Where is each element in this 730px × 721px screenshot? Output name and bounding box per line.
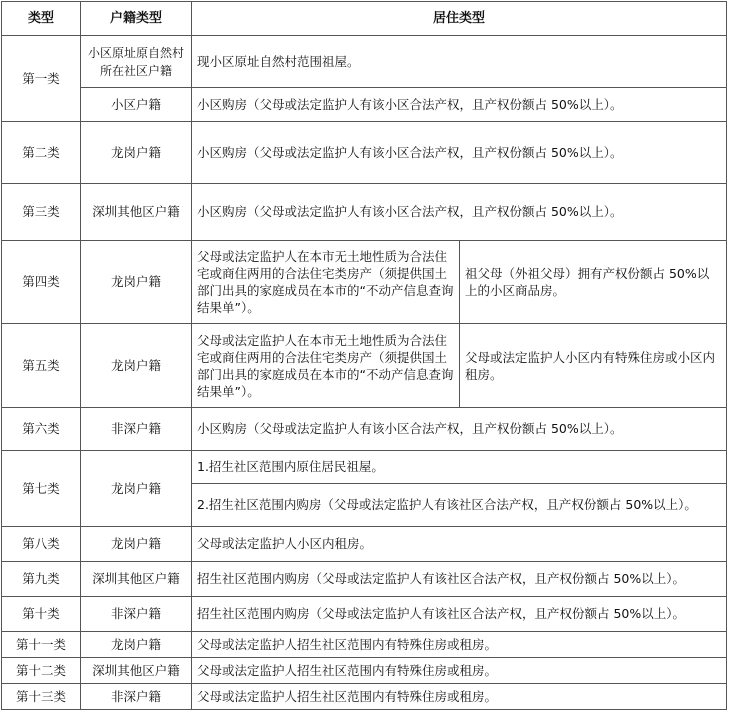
hukou-cell: 龙岗户籍	[81, 324, 192, 408]
type-cell: 第五类	[2, 324, 81, 408]
residence-cell-left: 父母或法定监护人在本市无土地性质为合法住宅或商住两用的合法住宅类房产（须提供国土部门出具的家庭成员在本市的“不动产信息查询结果单”）。	[192, 241, 460, 324]
hukou-cell: 龙岗户籍	[81, 632, 192, 658]
table-row	[2, 184, 727, 241]
table-row	[2, 658, 727, 684]
table-row	[2, 597, 727, 632]
residence-cell: 父母或法定监护人小区内租房。	[192, 527, 727, 562]
table-row	[2, 562, 727, 597]
residence-cell-right: 父母或法定监护人小区内有特殊住房或小区内租房。	[460, 324, 727, 408]
residence-cell: 2.招生社区范围内购房（父母或法定监护人有该社区合法产权，且产权份额占 50%以上）。	[192, 484, 727, 527]
type-cell: 第七类	[2, 451, 81, 527]
table-row	[2, 408, 727, 451]
residence-cell-right: 祖父母（外祖父母）拥有产权份额占 50%以上的小区商品房。	[460, 241, 727, 324]
type-cell: 第十二类	[2, 658, 81, 684]
hukou-cell: 非深户籍	[81, 408, 192, 451]
table-row	[2, 122, 727, 184]
residence-cell: 父母或法定监护人招生社区范围内有特殊住房或租房。	[192, 684, 727, 710]
type-cell: 第十一类	[2, 632, 81, 658]
type-cell: 第四类	[2, 241, 81, 324]
residence-cell: 1.招生社区范围内原住居民祖屋。	[192, 451, 727, 484]
type-cell: 第六类	[2, 408, 81, 451]
type-cell: 第一类	[2, 36, 81, 122]
table-row	[2, 632, 727, 658]
type-cell: 第九类	[2, 562, 81, 597]
hukou-cell: 深圳其他区户籍	[81, 184, 192, 241]
residence-cell: 招生社区范围内购房（父母或法定监护人有该社区合法产权，且产权份额占 50%以上）。	[192, 562, 727, 597]
table-row	[2, 527, 727, 562]
hukou-cell: 龙岗户籍	[81, 241, 192, 324]
residence-cell-left: 父母或法定监护人在本市无土地性质为合法住宅或商住两用的合法住宅类房产（须提供国土部门出具的家庭成员在本市的“不动产信息查询结果单”）。	[192, 324, 460, 408]
admission-category-table	[1, 1, 727, 710]
hukou-cell: 深圳其他区户籍	[81, 562, 192, 597]
type-cell: 第十类	[2, 597, 81, 632]
residence-cell: 小区购房（父母或法定监护人有该小区合法产权，且产权份额占 50%以上）。	[192, 122, 727, 184]
residence-cell: 小区购房（父母或法定监护人有该小区合法产权，且产权份额占 50%以上）。	[192, 88, 727, 122]
header-hukou: 户籍类型	[81, 2, 192, 36]
table-row	[2, 684, 727, 710]
hukou-cell: 非深户籍	[81, 597, 192, 632]
table-row	[2, 324, 727, 408]
table-row	[2, 88, 727, 122]
type-cell: 第二类	[2, 122, 81, 184]
hukou-cell: 龙岗户籍	[81, 451, 192, 527]
type-cell: 第八类	[2, 527, 81, 562]
hukou-cell: 龙岗户籍	[81, 527, 192, 562]
residence-cell: 父母或法定监护人招生社区范围内有特殊住房或租房。	[192, 632, 727, 658]
type-cell: 第十三类	[2, 684, 81, 710]
type-cell: 第三类	[2, 184, 81, 241]
hukou-cell: 小区户籍	[81, 88, 192, 122]
header-type: 类型	[2, 2, 81, 36]
table-row	[2, 451, 727, 484]
table-row	[2, 36, 727, 88]
table-row	[2, 241, 727, 324]
residence-cell: 小区购房（父母或法定监护人有该小区合法产权，且产权份额占 50%以上）。	[192, 184, 727, 241]
header-row	[2, 2, 727, 36]
residence-cell: 小区购房（父母或法定监护人有该小区合法产权，且产权份额占 50%以上）。	[192, 408, 727, 451]
residence-cell: 招生社区范围内购房（父母或法定监护人有该社区合法产权，且产权份额占 50%以上）。	[192, 597, 727, 632]
header-residence: 居住类型	[192, 2, 727, 36]
hukou-cell: 小区原址原自然村所在社区户籍	[81, 36, 192, 88]
residence-cell: 父母或法定监护人招生社区范围内有特殊住房或租房。	[192, 658, 727, 684]
residence-cell: 现小区原址自然村范围祖屋。	[192, 36, 727, 88]
hukou-cell: 非深户籍	[81, 684, 192, 710]
hukou-cell: 龙岗户籍	[81, 122, 192, 184]
hukou-cell: 深圳其他区户籍	[81, 658, 192, 684]
